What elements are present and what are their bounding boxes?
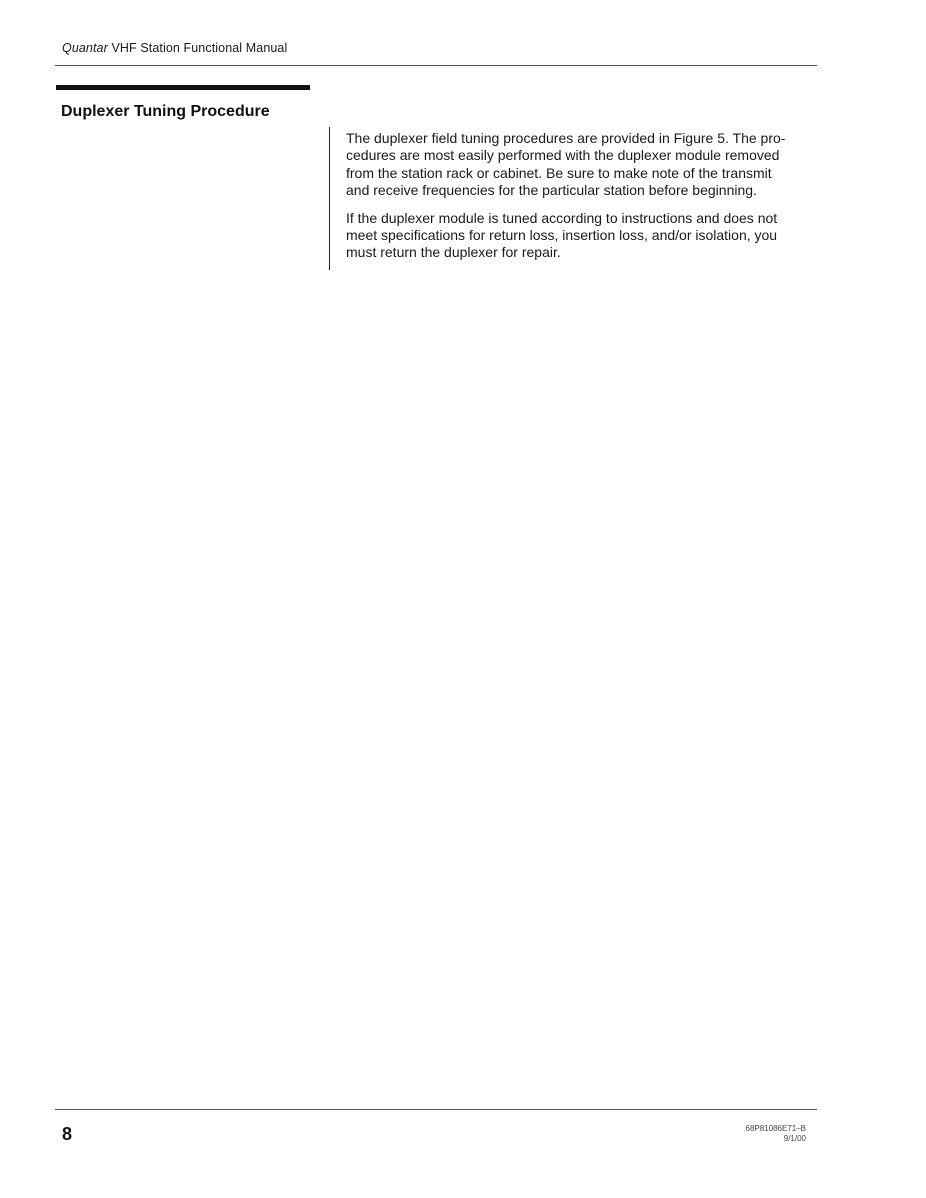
section-title: Duplexer Tuning Procedure [61,103,270,120]
header-brand: Quantar [62,41,108,55]
paragraph-line: and receive frequencies for the particular station before beginning. [346,182,757,199]
page-number: 8 [62,1124,73,1144]
doc-date: 9/1/00 [783,1134,806,1143]
change-bar [329,127,330,270]
header-title: VHF Station Functional Manual [111,41,288,55]
footer-rule [55,1109,817,1110]
body-text [346,130,816,272]
paragraph-line: meet specifications for return loss, insertion loss, and/or isolation, you [346,227,778,244]
paragraph-2 [346,210,816,262]
header-rule [55,65,817,66]
paragraph-line: The duplexer field tuning procedures are provided in Figure 5. The pro- [346,130,786,146]
section-bar [56,85,310,90]
paragraph-1 [346,130,816,200]
running-header [62,41,287,55]
paragraph-line: cedures are most easily performed with the duplexer module removed [346,147,780,164]
paragraph-line: from the station rack or cabinet. Be sure to make note of the transmit [346,164,772,181]
doc-number-block [746,1124,807,1144]
paragraph-line: If the duplexer module is tuned according to instructions and does not [346,209,778,226]
doc-number: 68P81086E71–B [745,1124,806,1133]
paragraph-line: must return the duplexer for repair. [346,244,561,261]
